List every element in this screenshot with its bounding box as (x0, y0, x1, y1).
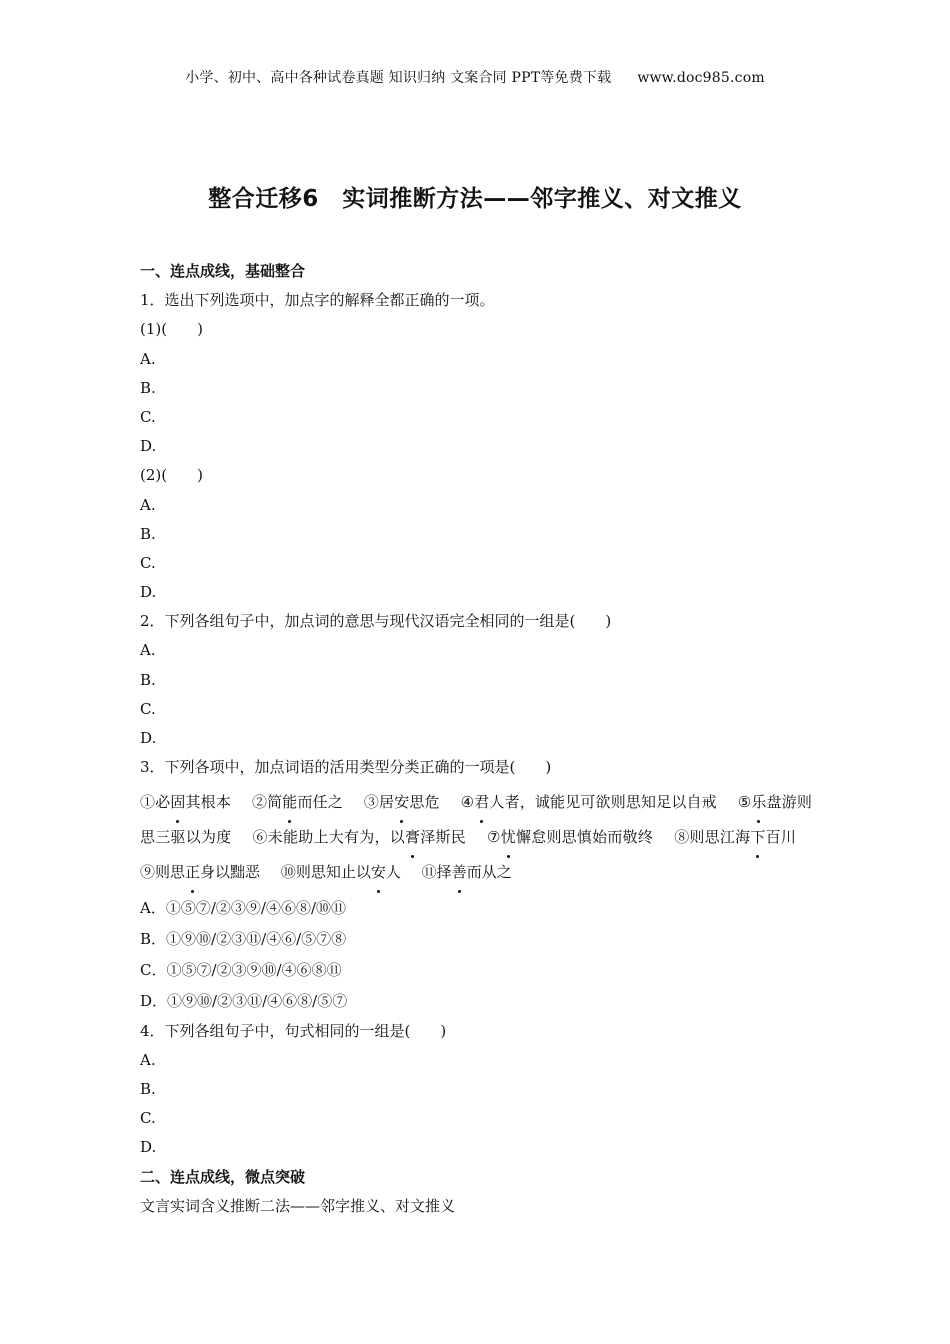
section-heading-1: 一、连点成线，基础整合 (140, 262, 306, 280)
emphasis-char: 乐 (751, 785, 766, 820)
q3-item-2: ②简能而任之 (252, 793, 343, 811)
question-1-sub-2-option-d: D. (140, 583, 157, 602)
emphasis-char: 善 (452, 855, 467, 890)
q3-item-7: ⑦忧懈怠则思慎始而敬终 (487, 828, 653, 846)
question-3-option-d: D．①⑨⑩/②③⑪/④⑥⑧/⑤⑦ (140, 991, 348, 1010)
question-1-sub-2-option-c: C. (140, 553, 156, 572)
question-2-option-a: A. (140, 641, 156, 660)
question-2-stem: 2．下列各组句子中，加点词的意思与现代汉语完全相同的一组是( ) (140, 612, 612, 631)
question-1-sub-2: (2)( ) (140, 466, 203, 485)
q3-item-10: ⑩则思知止以安人 (281, 863, 401, 881)
question-2-option-d: D. (140, 729, 157, 747)
q3-item-6: ⑥未能助上大有为，以膏泽斯民 (253, 828, 466, 846)
q3-item-4: ④君人者，诚能见可欲则思知足以自戒 (461, 793, 717, 811)
emphasis-char: 能 (282, 785, 297, 820)
question-1-sub-1-option-c: C. (140, 407, 156, 426)
emphasis-char: 安 (394, 785, 409, 820)
question-4-stem: 4．下列各组句子中，句式相同的一组是( ) (140, 1021, 447, 1040)
question-1-sub-1-option-d: D. (140, 437, 157, 456)
question-2-option-c: C. (140, 699, 156, 718)
q3-item-8: ⑧则思江海下百川 (674, 828, 796, 846)
question-3-option-a: A．①⑤⑦/②③⑨/④⑥⑧/⑩⑪ (140, 899, 346, 918)
question-3-stem: 3．下列各项中，加点词语的活用类型分类正确的一项是( ) (140, 758, 552, 777)
question-4-option-a: A. (140, 1050, 156, 1069)
emphasis-char: 膏 (405, 820, 420, 855)
emphasis-char: 君 (474, 785, 489, 820)
header-text: 小学、初中、高中各种试卷真题 知识归纳 文案合同 PPT等免费下载 (185, 70, 612, 86)
q3-item-9: ⑨则思正身以黜恶 (140, 863, 260, 881)
section-heading-2: 二、连点成线，微点突破 (140, 1167, 306, 1186)
subsection-title: 文言实词含义推断二法——邻字推义、对文推义 (140, 1196, 456, 1215)
q3-item-11: ⑪择善而从之 (422, 863, 512, 881)
q3-item-3: ③居安思危 (364, 793, 440, 811)
question-1-sub-1-option-b: B. (140, 378, 156, 397)
question-3-option-c: C．①⑤⑦/②③⑨⑩/④⑥⑧⑪ (140, 960, 342, 979)
page-title: 整合迁移6 实词推断方法——邻字推义、对文推义 (208, 186, 742, 212)
question-1-sub-1: (1)( ) (140, 320, 203, 339)
document-body (140, 257, 812, 1221)
question-2-option-b: B. (140, 670, 156, 689)
emphasis-char: 下 (750, 820, 765, 855)
question-4-option-b: B. (140, 1079, 156, 1098)
emphasis-char: 正 (185, 855, 200, 890)
question-1-sub-2-option-b: B. (140, 524, 156, 543)
header-site-url: www.doc985.com (637, 70, 765, 86)
emphasis-char: 固 (170, 785, 185, 820)
q3-item-5: ⑤乐盘游则思三驱以为度 (140, 793, 812, 846)
emphasis-char: 忧 (501, 820, 516, 855)
emphasis-char: 安 (371, 855, 386, 890)
q3-item-1: ①必固其根本 (140, 793, 231, 811)
page-header (0, 67, 950, 87)
question-1-sub-1-option-a: A. (140, 349, 156, 368)
question-3-items (140, 785, 812, 890)
question-3-option-b: B．①⑨⑩/②③⑪/④⑥/⑤⑦⑧ (140, 930, 347, 949)
question-4-option-d: D. (140, 1138, 157, 1157)
question-1-stem: 1．选出下列选项中，加点字的解释全都正确的一项。 (140, 291, 495, 310)
question-1-sub-2-option-a: A. (140, 495, 156, 514)
question-4-option-c: C. (140, 1109, 156, 1128)
